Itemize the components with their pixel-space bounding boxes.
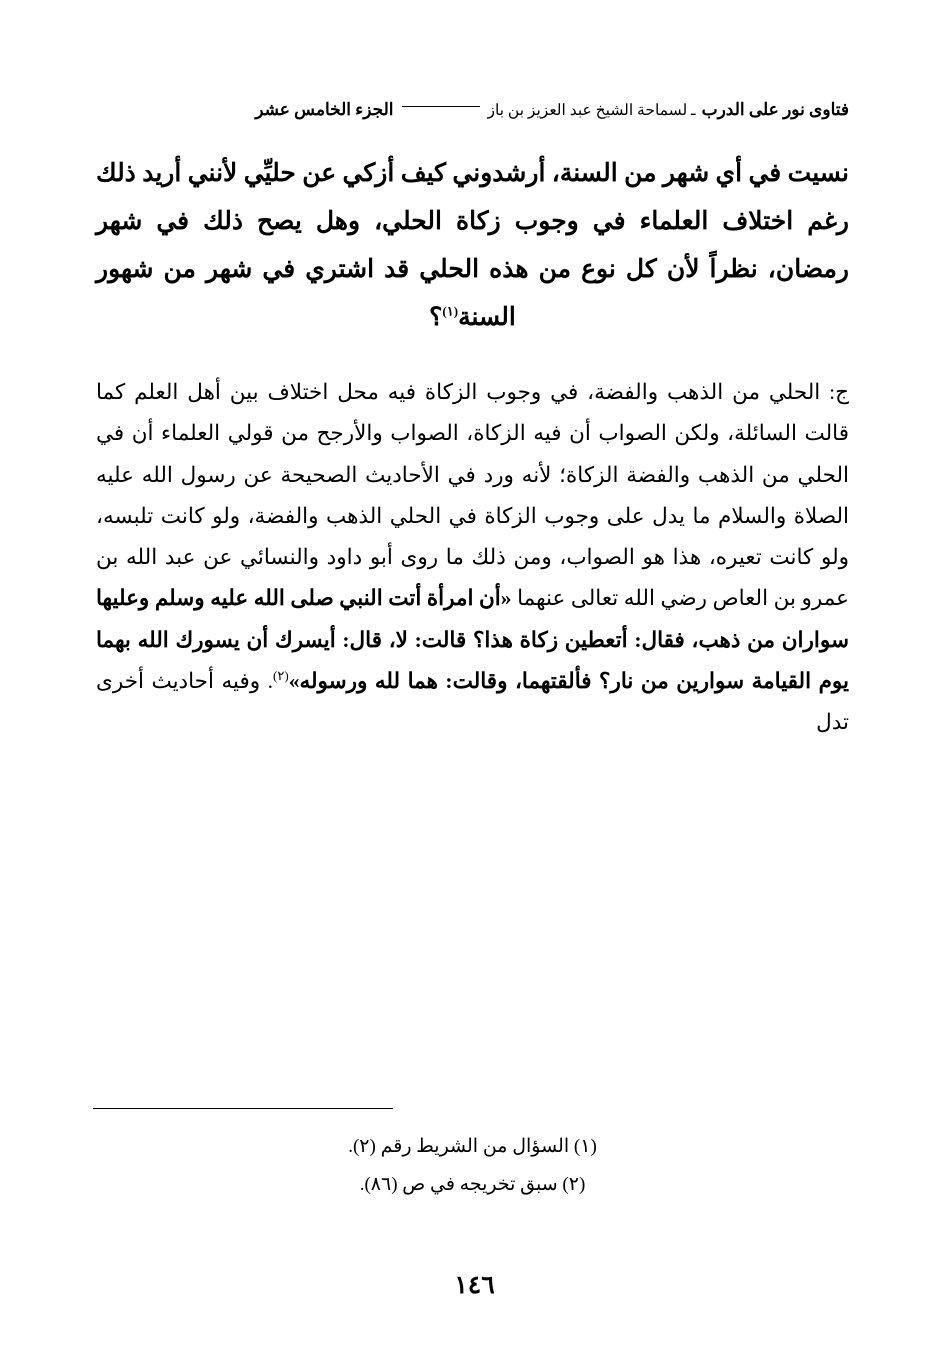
- footnote-item: (٢) سبق تخريجه في ص (٨٦).: [359, 1174, 586, 1195]
- footnotes-block: [96, 1128, 849, 1204]
- footnote-separator: [93, 1108, 393, 1109]
- answer-body: [96, 372, 849, 743]
- question-paragraph: [96, 150, 849, 342]
- hadith-footnote-marker: (٢): [273, 667, 289, 683]
- header-divider-rule: [402, 106, 480, 107]
- hadith-quote: «أن امرأة أتت النبي صلى الله عليه وسلم وعليها سواران من ذهب، فقال: أتعطين زكاة هذا؟ قالت: لا، قال: أيسرك أن يسورك الله بهما يوم القيامة سوارين من نار؟ فألقتهما، وقالت: هما لله ورسوله»: [96, 586, 849, 693]
- question-text: نسيت في أي شهر من السنة، أرشدوني كيف أزكي عن حليِّي لأنني أريد ذلك رغم اختلاف العلماء في وجوب زكاة الحلي، وهل يصح ذلك في شهر رمضان، نظراً لأن كل نوع من هذه الحلي قد اشتري في شهر من شهور السنة: [96, 160, 849, 331]
- header-book-title: فتاوى نور على الدرب: [701, 100, 849, 119]
- answer-part-two: . وفيه أحاديث أخرى تدل: [96, 668, 849, 735]
- page-number: ١٤٦: [454, 1272, 495, 1299]
- page-content: [96, 150, 849, 743]
- page-header: [100, 96, 849, 124]
- answer-paragraph: [96, 372, 849, 743]
- question-tail: ؟: [429, 304, 443, 331]
- header-author: ـ لسماحة الشيخ عبد العزيز بن باز: [487, 101, 696, 119]
- question-footnote-marker: (١): [442, 303, 459, 319]
- footnote-item: (١) السؤال من الشريط رقم (٢).: [348, 1136, 597, 1157]
- answer-part-one: ج: الحلي من الذهب والفضة، في وجوب الزكاة فيه محل اختلاف بين أهل العلم كما قالت السائلة، ولكن الصواب أن فيه الزكاة، الصواب والأرجح من قولي العلماء أن في الحلي من الذهب والفضة الزكاة؛ لأنه ورد في الأحاديث الصحيحة عن رسول الله عليه الصلاة والسلام ما يدل على وجوب الزكاة في الحلي الذهب والفضة، ولو كانت تلبسه، ولو كانت تعيره، هذا هو الصواب، ومن ذلك ما روى أبو داود والنسائي عن عبد الله بن عمرو بن العاص رضي الله تعالى عنهما: [96, 380, 849, 611]
- header-part-label: الجزء الخامس عشر: [255, 100, 394, 119]
